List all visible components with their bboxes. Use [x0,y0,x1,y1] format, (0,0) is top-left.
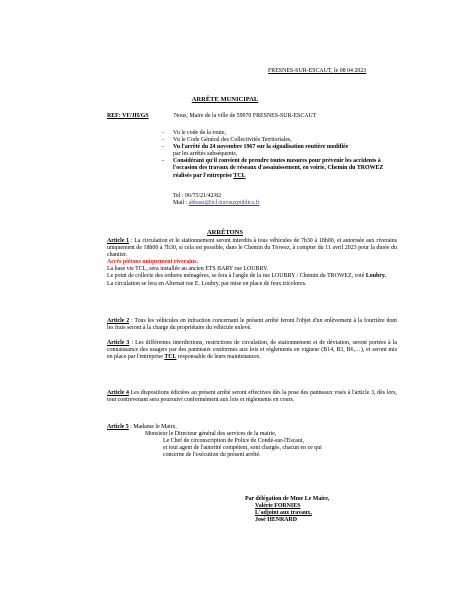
pedestrian-access-note: Accès piétons uniquement riverains. [107,259,198,266]
company-name: TCL [164,354,177,361]
article-3-text: : Les différentes interdictions, restrictions de circulation, de stationnement et de déviation, seront portées à la connaissance des usagers par des panneaux conformes aux lois et règlements en vigueur (B14, B3, B6,…), et seront mis en place par l'entreprise [107,340,397,361]
reference-line [107,113,317,120]
considerant-text: Considérant qu'il convient de prendre toutes mesures pour prévenir les accidents à l'occasion des travaux de réseaux d'assainissement, en voirie, Chemin du TROWEZ réalisés par l'entreprise [173,158,384,179]
article-1-base-vie: La base vie TCL, sera installée au ancien ETS BARY rue LOUBRY. [107,266,269,273]
article-4 [107,390,397,404]
place-date: FRESNES-SUR-ESCAUT, le 08 04 2023 [268,68,367,74]
article-5-intro: : Madame le Maire, [128,424,177,430]
article-2-text: : Tous les véhicules en infraction concernant le présent arrêté feront l'objet d'un enlèvement à la fourrière dont les frais seront à la charge du propriétaire du véhicule enlevé. [107,318,397,332]
contact-mail-line [173,200,259,207]
article-1-collecte: Le point de collecte des ordures ménagères, se fera à l'angle de la rue LOUBRY / Chemin du TROWEZ, coté [107,273,366,280]
arretons-heading: ARRÊTONS [206,229,243,236]
article-5-line: concerne de l'exécution du présent arrêté. [163,452,261,459]
article-1-label: Article 1 [107,238,130,244]
article-5-line: et tout agent de l'autorité compétent, sont chargés, chacun en ce qui [163,445,322,452]
contact-mail-link[interactable]: abbassi@tcl-travauxpublics.fr [188,200,260,207]
reference-text: Nous, Maire de la ville de 59970 FRESNES-SUR-ESCAUT [174,113,317,119]
considerant-text-bold: Vu l'arrêté du 24 novembre 1967 sur la signalisation routière modifiée [173,144,349,151]
article-4-text: Les dispositions édictées au présent arrêté seront effectives dès la pose des panneaux visés à l'article 3, dès lors, tout contrevenant sera poursuivi conformément aux lois et règlements en cours. [107,390,397,404]
article-3 [107,340,397,361]
considerant-text: par les arrêtés subséquents, [173,151,238,158]
article-1-text: : La circulation et le stationnement seront interdits à tous véhicules de 7h30 à 18h00, et autorisée aux riverains uniquement de 18h00 à 7h30, si cela est possible, dans le Chemin du Trowez, à compter du 11 avril 2023 pour la durée du chantier. [107,238,397,259]
considerant-item [162,158,397,179]
considerants-list [162,130,397,180]
document-title: ARRÊTE MUNICIPAL [191,96,259,103]
contact-block [173,193,259,207]
considerant-item [162,144,397,158]
article-1-collecte-bold: Loubry. [365,273,386,280]
considerant-item [162,130,397,137]
signature-name-2: José HENRARD [255,517,298,524]
signature-role: L'adjoint aux travaux, [255,510,312,517]
considerant-item [162,137,397,144]
considerant-text: Vu le Code Général des Collectivités Territoriales, [173,137,292,144]
article-3-tail: responsable de leurs maintenances. [176,354,261,361]
article-5-label: Article 5 [107,424,129,430]
article-5-line: Monsieur le Directeur général des services de la mairie, [145,431,277,438]
article-4-label: Article 4 [107,390,129,396]
article-3-label: Article 3 [107,340,130,346]
contact-mail-label: Mail : [173,200,189,207]
article-1-circulation: La circulation se fera en Alternat rue E. Loubry, par mise en place de feux tricolores. [107,280,307,287]
company-name: TCL [233,172,246,179]
considerant-text: Vu le code de la route, [173,130,226,136]
signature-block [245,496,330,524]
article-2-label: Article 2 [107,318,130,324]
article-1 [107,238,397,288]
article-5-line: Le Chef de circonscription de Police de Condé-sur-l'Escaut, [163,438,304,445]
signature-name-1: Valérie FORNIES [255,503,301,510]
contact-phone: Tel : 06/75/21/42/82 [173,193,222,199]
article-2 [107,318,397,332]
article-5 [107,424,397,459]
reference-label: REF: VF/JH/GS [107,113,149,119]
signature-delegation: Par délégation de Mme Le Maire, [245,496,330,502]
